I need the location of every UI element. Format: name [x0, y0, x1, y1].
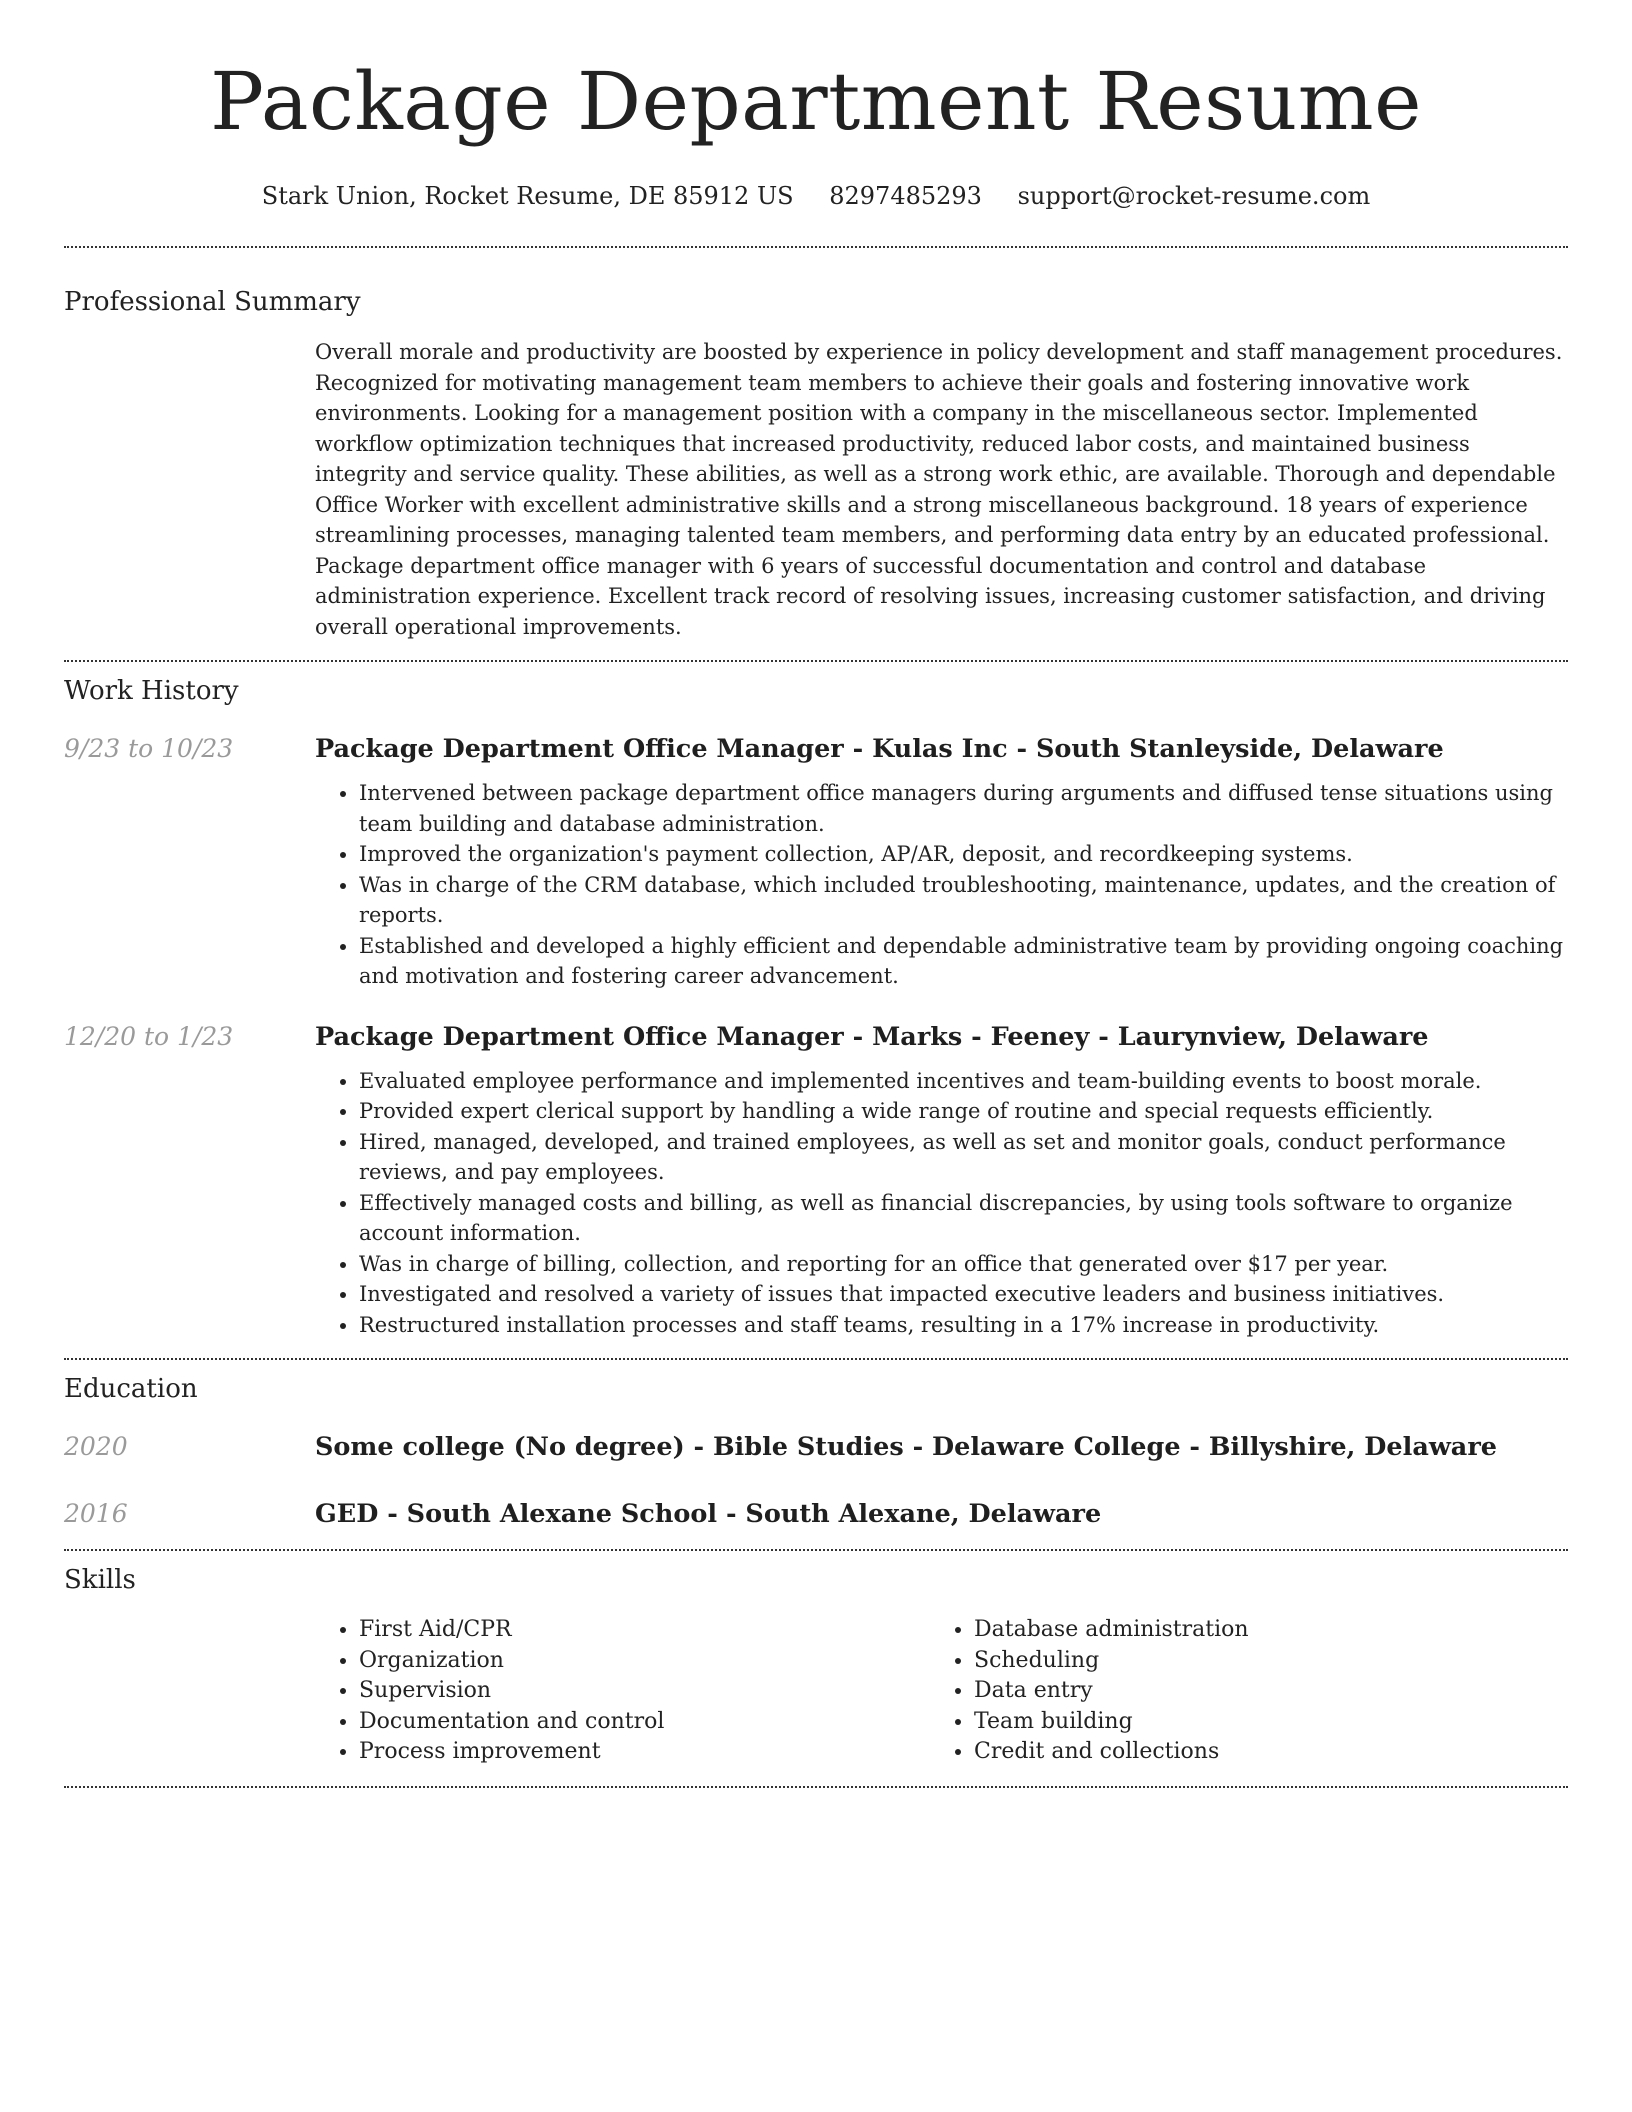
- list-item: • Improved the organization's payment collection, AP/AR, deposit, and recordkeeping systems.: [359, 839, 1568, 870]
- list-item: • Evaluated employee performance and implemented incentives and team-building events to boost morale.: [359, 1066, 1568, 1097]
- divider: [64, 1786, 1568, 1788]
- section-work-history: [64, 662, 1568, 1340]
- job-dates: 12/20 to 1/23: [64, 1021, 234, 1051]
- skills-list-left: [315, 1615, 930, 1768]
- skill-item: • Organization: [359, 1646, 930, 1677]
- list-item: • Established and developed a highly efficient and dependable administrative team by providing ongoing coaching and motivation and fostering career advancement.: [359, 931, 1568, 992]
- education-entry: [64, 1430, 1568, 1464]
- section-summary: [64, 248, 1568, 642]
- contact-line: [64, 180, 1568, 212]
- job-bullets: [315, 778, 1568, 992]
- education-entry: [64, 1497, 1568, 1531]
- list-item: • Provided expert clerical support by handling a wide range of routine and special requests efficiently.: [359, 1096, 1568, 1127]
- list-item: • Was in charge of the CRM database, which included troubleshooting, maintenance, updates, and the creation of reports.: [359, 870, 1568, 931]
- skill-item: • Documentation and control: [359, 1707, 930, 1738]
- skill-item: • Process improvement: [359, 1737, 930, 1768]
- resume-title: Package Department Resume: [210, 55, 1422, 148]
- education-title: Some college (No degree) - Bible Studies - Delaware College - Billyshire, Delaware: [315, 1432, 1497, 1462]
- job-entry: [64, 1020, 1568, 1341]
- skills-columns: [315, 1615, 1568, 1768]
- skill-item: • Data entry: [974, 1676, 1545, 1707]
- job-title: Package Department Office Manager - Marks - Feeney - Laurynview, Delaware: [315, 1021, 1429, 1052]
- section-heading-summary: Professional Summary: [64, 287, 361, 317]
- job-bullets: [315, 1066, 1568, 1341]
- job-title: Package Department Office Manager - Kulas Inc - South Stanleyside, Delaware: [315, 734, 1444, 764]
- skill-item: • Team building: [974, 1707, 1545, 1738]
- job-entry: [64, 732, 1568, 992]
- job-dates: 9/23 to 10/23: [64, 734, 234, 763]
- list-item: • Investigated and resolved a variety of issues that impacted executive leaders and business initiatives.: [359, 1279, 1568, 1310]
- contact-phone: 8297485293: [829, 182, 982, 210]
- list-item: • Intervened between package department office managers during arguments and diffused tense situations using team building and database administration.: [359, 778, 1568, 839]
- contact-email: support@rocket-resume.com: [1017, 182, 1371, 210]
- skill-item: • First Aid/CPR: [359, 1615, 930, 1646]
- section-heading-work: Work History: [64, 676, 239, 706]
- section-heading-skills: Skills: [64, 1565, 136, 1595]
- skills-list-right: [930, 1615, 1545, 1768]
- list-item: • Hired, managed, developed, and trained employees, as well as set and monitor goals, conduct performance reviews, and pay employees.: [359, 1127, 1568, 1188]
- section-skills: [64, 1551, 1568, 1768]
- list-item: • Restructured installation processes and staff teams, resulting in a 17% increase in productivity.: [359, 1310, 1568, 1341]
- list-item: • Was in charge of billing, collection, and reporting for an office that generated over $17 per year.: [359, 1249, 1568, 1280]
- summary-text: Overall morale and productivity are boosted by experience in policy development and staff management procedures. Recognized for motivating management team members to achieve their goals and fostering innovative work environments. Looking for a management position with a company in the miscellaneous sector. Implemented workflow optimization techniques that increased productivity, reduced labor costs, and maintained business integrity and service quality. These abilities, as well as a strong work ethic, are available. Thorough and dependable Office Worker with excellent administrative skills and a strong miscellaneous background. 18 years of experience streamlining processes, managing talented team members, and performing data entry by an educated professional. Package department office manager with 6 years of successful documentation and control and database administration experience. Excellent track record of resolving issues, increasing customer satisfaction, and driving overall operational improvements.: [315, 340, 1563, 639]
- education-year: 2016: [64, 1499, 128, 1528]
- skill-item: • Scheduling: [974, 1646, 1545, 1677]
- education-year: 2020: [64, 1432, 128, 1461]
- list-item: • Effectively managed costs and billing, as well as financial discrepancies, by using tools software to organize account information.: [359, 1188, 1568, 1249]
- skill-item: • Credit and collections: [974, 1737, 1545, 1768]
- education-title: GED - South Alexane School - South Alexane, Delaware: [315, 1499, 1102, 1529]
- skill-item: • Supervision: [359, 1676, 930, 1707]
- section-education: [64, 1360, 1568, 1531]
- section-heading-education: Education: [64, 1374, 198, 1404]
- contact-address: Stark Union, Rocket Resume, DE 85912 US: [261, 182, 794, 210]
- skill-item: • Database administration: [974, 1615, 1545, 1646]
